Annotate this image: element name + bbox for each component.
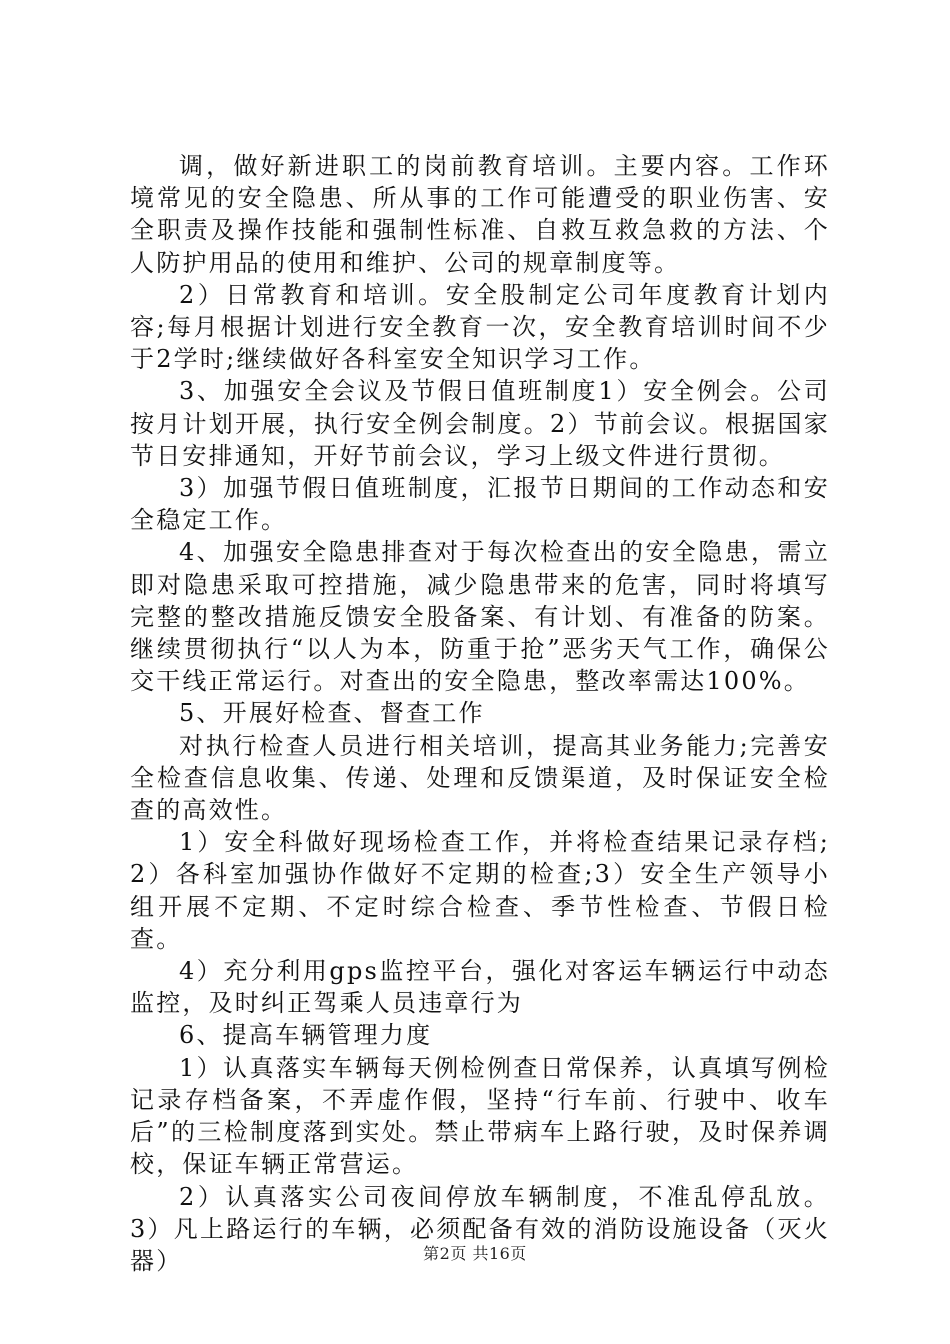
- paragraph-11: 1）认真落实车辆每天例检例查日常保养，认真填写例检记录存档备案，不弄虚作假，坚持“行车前、行驶中、收车后”的三检制度落到实处。禁止带病车上路行驶，及时保养调校，保证车辆正常营运。: [130, 1053, 830, 1179]
- paragraph-7: 对执行检查人员进行相关培训，提高其业务能力;完善安全检查信息收集、传递、处理和反馈渠道，及时保证安全检查的高效性。: [130, 731, 830, 825]
- paragraph-3: 3、加强安全会议及节假日值班制度1）安全例会。公司按月计划开展，执行安全例会制度。2）节前会议。根据国家节日安排通知，开好节前会议，学习上级文件进行贯彻。: [130, 377, 830, 470]
- document-body: [130, 150, 830, 1277]
- paragraph-12: 2）认真落实公司夜间停放车辆制度，不准乱停乱放。3）凡上路运行的车辆，必须配备有效的消防设施设备（灭火器）: [130, 1182, 830, 1275]
- paragraph-5: 4、加强安全隐患排查对于每次检查出的安全隐患，需立即对隐患采取可控措施，减少隐患带来的危害，同时将填写完整的整改措施反馈安全股备案、有计划、有准备的防案。继续贯彻执行“以人为本，防重于抢”恶劣天气工作，确保公交干线正常运行。对查出的安全隐患，整改率需达100%。: [130, 538, 830, 696]
- paragraph-4: 3）加强节假日值班制度，汇报节日期间的工作动态和安全稳定工作。: [130, 474, 830, 535]
- paragraph-1: 调，做好新进职工的岗前教育培训。主要内容。工作环境常见的安全隐患、所从事的工作可能遭受的职业伤害、安全职责及操作技能和强制性标准、自救互救急救的方法、个人防护用品的使用和维护、公司的规章制度等。: [130, 152, 830, 277]
- section-heading-inspection: 5、开展好检查、督查工作: [179, 699, 485, 728]
- paragraph-9: 4）充分利用gps监控平台，强化对客运车辆运行中动态监控，及时纠正驾乘人员违章行为: [130, 957, 830, 1018]
- section-heading-vehicle-management: 6、提高车辆管理力度: [179, 1021, 433, 1050]
- page-number-footer: 第2页 共16页: [423, 1244, 527, 1263]
- paragraph-8: 1）安全科做好现场检查工作，并将检查结果记录存档;2）各科室加强协作做好不定期的检查;3）安全生产领导小组开展不定期、不定时综合检查、季节性检查、节假日检查。: [130, 828, 830, 953]
- paragraph-2: 2）日常教育和培训。安全股制定公司年度教育计划内容;每月根据计划进行安全教育一次，安全教育培训时间不少于2学时;继续做好各科室安全知识学习工作。: [130, 280, 830, 374]
